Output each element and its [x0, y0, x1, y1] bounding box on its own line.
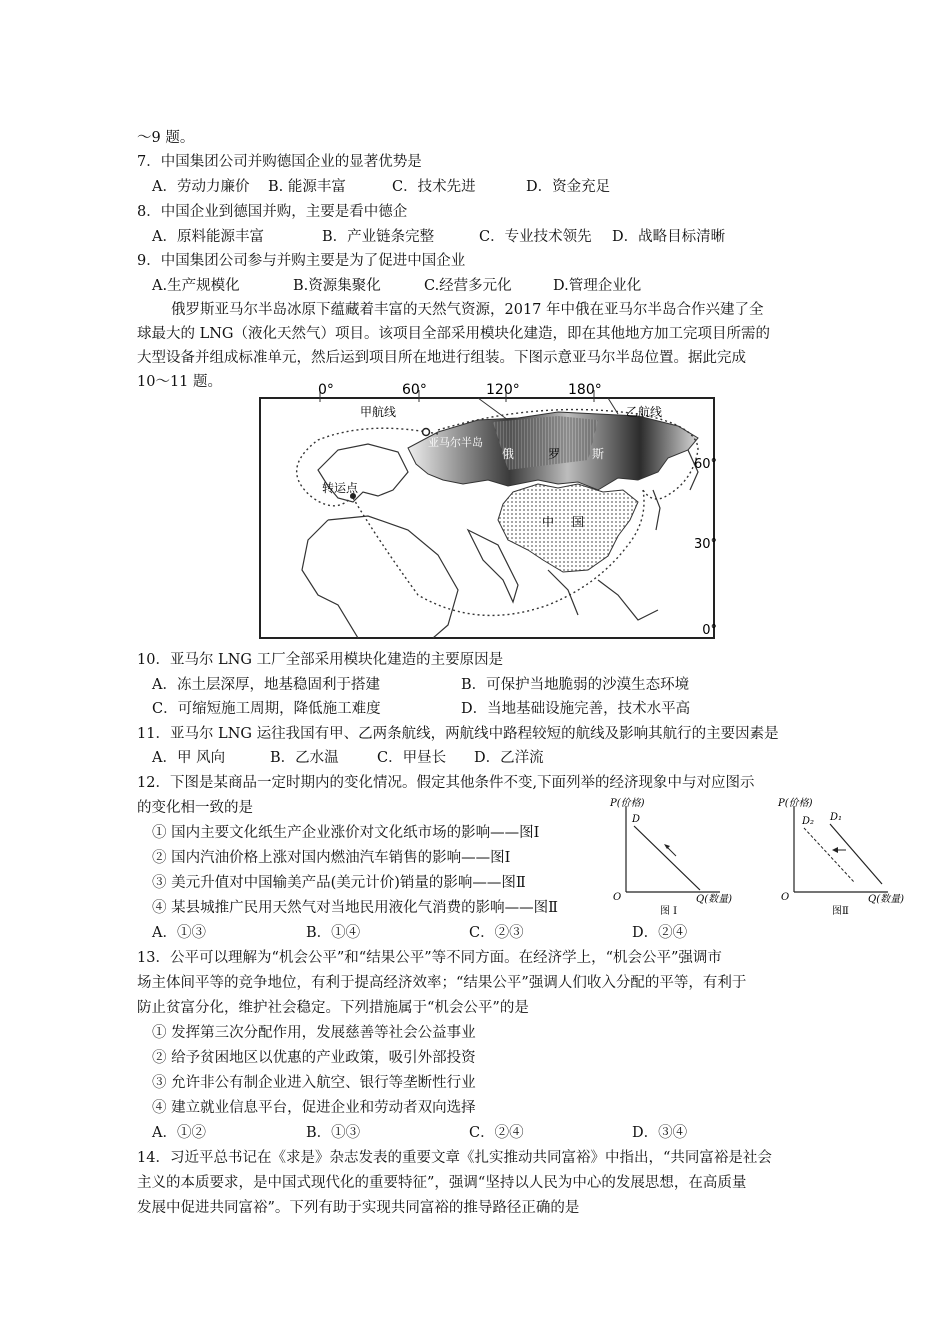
intro-tail: ～9 题。: [137, 130, 195, 146]
lon-180-label: 180°: [568, 382, 602, 398]
route-jia-label: 甲航线: [360, 405, 397, 419]
q13-item-1: ① 发挥第三次分配作用，发展慈善等社会公益事业: [152, 1025, 476, 1041]
q14-stem-3: 发展中促进共同富裕”。下列有助于实现共同富裕的推导路径正确的是: [137, 1200, 580, 1216]
q12-option-c: C．②③: [469, 925, 524, 941]
q8-option-d: D．战略目标清晰: [612, 229, 726, 245]
q10-option-a: A．冻土层深厚，地基稳固利于搭建: [152, 677, 380, 693]
passage-line-1: 俄罗斯亚马尔半岛冰原下蕴藏着丰富的天然气资源，2017 年中俄在亚马尔半岛合作兴建了全: [171, 302, 764, 318]
graph-2: [776, 794, 926, 928]
russia-label-1: 俄: [502, 447, 515, 461]
q7-stem: 7．中国集团公司并购德国企业的显著优势是: [137, 154, 422, 170]
q9-option-c: C.经营多元化: [424, 278, 512, 294]
graph-2-origin: O: [781, 892, 790, 903]
q13-stem-1: 13．公平可以理解为“机会公平”和“结果公平”等不同方面。在经济学上，“机会公平”强调市: [137, 950, 722, 966]
q13-item-4: ④ 建立就业信息平台，促进企业和劳动者双向选择: [152, 1100, 476, 1116]
graph-1-demand-curve: [634, 826, 700, 890]
q12-stem-1: 12．下图是某商品一定时期内的变化情况。假定其他条件不变,下面列举的经济现象中与对应图示: [137, 775, 755, 791]
graph-1-caption: 图 Ⅰ: [660, 906, 678, 917]
graph-2-curve-d2-label: D₂: [802, 816, 815, 827]
graph-1-x-label: Q(数量): [696, 894, 733, 905]
q8-stem: 8．中国企业到德国并购，主要是看中德企: [137, 204, 408, 220]
q8-option-b: B．产业链条完整: [322, 229, 435, 245]
lon-60-label: 60°: [402, 382, 427, 398]
q12-item-2: ② 国内汽油价格上涨对国内燃油汽车销售的影响——图Ⅰ: [152, 850, 511, 866]
passage-line-2: 球最大的 LNG（液化天然气）项目。该项目全部采用模块化建造，即在其他地方加工完项目所需的: [137, 326, 771, 342]
graph-2-caption: 图Ⅱ: [832, 906, 849, 917]
lat-0-label: 0°: [702, 623, 717, 638]
q13-option-a: A．①②: [152, 1125, 206, 1141]
q7-option-d: D．资金充足: [526, 179, 611, 195]
graph-1-y-label: P(价格): [610, 798, 645, 809]
russia-label-2: 罗: [548, 447, 561, 461]
graph-2-curve-d2: [804, 828, 854, 882]
q11-stem: 11．亚马尔 LNG 运往我国有甲、乙两条航线，两航线中路程较短的航线及影响其航行的主要因素是: [137, 726, 779, 742]
q10-option-c: C．可缩短施工周期，降低施工难度: [152, 701, 381, 717]
q13-option-c: C．②④: [469, 1125, 524, 1141]
q10-option-b: B．可保护当地脆弱的沙漠生态环境: [461, 677, 690, 693]
china-label-1: 中: [542, 515, 555, 529]
q13-stem-3: 防止贫富分化，维护社会稳定。下列措施属于“机会公平”的是: [137, 1000, 529, 1016]
yamal-map: [258, 380, 718, 642]
passage-line-4: 10～11 题。: [137, 374, 223, 390]
q9-option-a: A.生产规模化: [152, 278, 240, 294]
q7-option-c: C．技术先进: [392, 179, 476, 195]
q8-option-c: C．专业技术领先: [479, 229, 592, 245]
q11-option-d: D．乙洋流: [474, 750, 544, 766]
q9-stem: 9．中国集团公司参与并购主要是为了促进中国企业: [137, 253, 466, 269]
q14-stem-1: 14．习近平总书记在《求是》杂志发表的重要文章《扎实推动共同富裕》中指出，“共同富裕是社会: [137, 1150, 772, 1166]
graph-2-x-label: Q(数量): [868, 894, 905, 905]
lat-30-label: 30°: [693, 537, 717, 552]
q10-stem: 10．亚马尔 LNG 工厂全部采用模块化建造的主要原因是: [137, 652, 504, 668]
q12-option-d: D．②④: [632, 925, 688, 941]
graph-1: [608, 794, 740, 928]
yamal-label: 亚马尔半岛: [428, 436, 483, 449]
russia-label-3: 斯: [592, 447, 605, 461]
yamal-marker: [423, 429, 430, 436]
q10-option-d: D．当地基础设施完善，技术水平高: [461, 701, 691, 717]
lon-0-label: 0°: [318, 382, 334, 398]
lat-60-label: 60°: [693, 457, 717, 472]
china-label-2: 国: [572, 515, 585, 529]
graph-2-curve-d1: [830, 824, 882, 884]
transfer-label: 转运点: [322, 481, 359, 495]
q7-option-a: A．劳动力廉价: [152, 179, 250, 195]
lon-120-label: 120°: [486, 382, 520, 398]
q12-stem-2: 的变化相一致的是: [137, 800, 253, 816]
route-yi-label: 乙航线: [626, 405, 663, 419]
q11-option-a: A．甲 风向: [152, 750, 226, 766]
graph-2-curve-d1-label: D₁: [830, 812, 843, 823]
q13-stem-2: 场主体间平等的竞争地位，有利于提高经济效率；“结果公平”强调人们收入分配的平等，有利于: [137, 975, 747, 991]
q9-option-d: D.管理企业化: [553, 278, 642, 294]
q11-option-c: C．甲昼长: [377, 750, 447, 766]
q14-stem-2: 主义的本质要求，是中国式现代化的重要特征”，强调“坚持以人民为中心的发展思想，在高质量: [137, 1175, 747, 1191]
q12-option-b: B．①④: [306, 925, 361, 941]
q7-option-b: B. 能源丰富: [268, 179, 346, 195]
q11-option-b: B．乙水温: [270, 750, 339, 766]
q12-option-a: A．①③: [152, 925, 206, 941]
q13-item-2: ② 给予贫困地区以优惠的产业政策，吸引外部投资: [152, 1050, 476, 1066]
passage-line-3: 大型设备并组成标准单元，然后运到项目所在地进行组装。下图示意亚马尔半岛位置。据此完成: [137, 350, 746, 366]
q13-option-b: B．①③: [306, 1125, 361, 1141]
q9-option-b: B.资源集聚化: [293, 278, 381, 294]
q12-item-3: ③ 美元升值对中国输美产品(美元计价)销量的影响——图Ⅱ: [152, 875, 526, 891]
graph-2-y-label: P(价格): [778, 798, 813, 809]
q13-option-d: D．③④: [632, 1125, 688, 1141]
graph-1-origin: O: [613, 892, 622, 903]
q12-item-1: ① 国内主要文化纸生产企业涨价对文化纸市场的影响——图Ⅰ: [152, 825, 540, 841]
q12-item-4: ④ 某县城推广民用天然气对当地民用液化气消费的影响——图Ⅱ: [152, 900, 558, 916]
graph-1-curve-label: D: [632, 814, 641, 825]
q13-item-3: ③ 允许非公有制企业进入航空、银行等垄断性行业: [152, 1075, 476, 1091]
q8-option-a: A．原料能源丰富: [152, 229, 264, 245]
